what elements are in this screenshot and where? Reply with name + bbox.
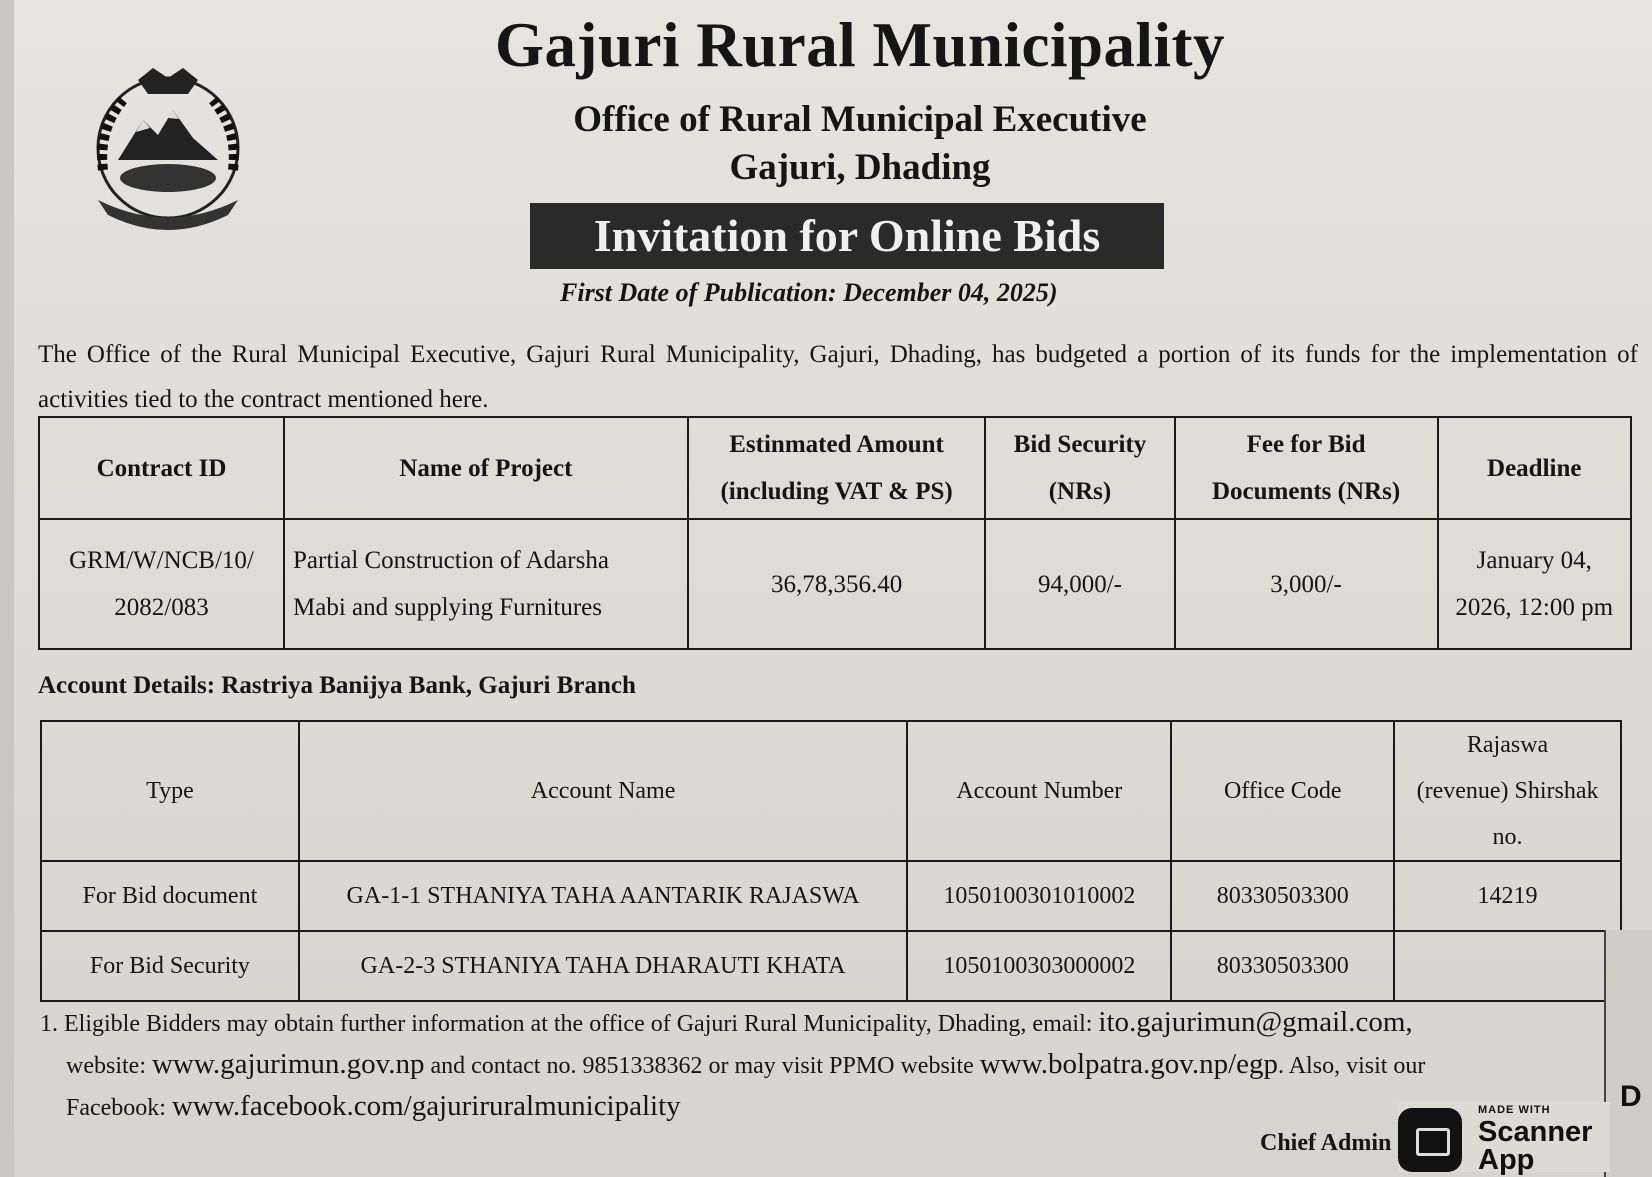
- cell-type: For Bid document: [41, 861, 299, 931]
- col-office-code: Office Code: [1171, 721, 1394, 861]
- cell-account-number: 1050100303000002: [907, 931, 1171, 1001]
- location-subtitle: Gajuri, Dhading: [729, 147, 991, 188]
- cell-office-code: 80330503300: [1171, 861, 1394, 931]
- notice-banner: Invitation for Online Bids: [530, 203, 1164, 269]
- note-line-3: Facebook: www.facebook.com/gajuriruralmunicipality: [66, 1090, 681, 1122]
- nepal-emblem-icon: [78, 60, 258, 232]
- table-row: [41, 861, 1621, 931]
- cell-project-name: Partial Construction of Adarsha Mabi and supplying Furnitures: [284, 519, 688, 649]
- table-row: [39, 519, 1631, 649]
- cell-fee: 3,000/-: [1175, 519, 1438, 649]
- cell-revenue-no: 14219: [1394, 861, 1621, 931]
- contract-table-header: [39, 417, 1631, 519]
- col-bid-security: Bid Security (NRs): [985, 417, 1174, 519]
- scanner-watermark: [1398, 1102, 1610, 1176]
- cell-amount: 36,78,356.40: [688, 519, 986, 649]
- made-with-label: MADE WITH: [1478, 1104, 1551, 1116]
- adjacent-page-strip: [1604, 930, 1652, 1177]
- note-line-2: website: www.gajurimun.gov.np and contact no. 9851338362 or may visit PPMO website www.bolpatra.gov.np/egp. Also, visit our: [66, 1048, 1426, 1080]
- publication-date: First Date of Publication: December 04, 2025): [560, 278, 1058, 307]
- cell-account-name: GA-1-1 STHANIYA TAHA AANTARIK RAJASWA: [299, 861, 907, 931]
- col-revenue-no: Rajaswa (revenue) Shirshak no.: [1394, 721, 1621, 861]
- col-estimated-amount: Estinmated Amount (including VAT & PS): [688, 417, 986, 519]
- strip-letter: D: [1620, 1080, 1642, 1113]
- account-details-title: Account Details: Rastriya Banijya Bank, Gajuri Branch: [38, 672, 636, 699]
- note-line-1: 1. Eligible Bidders may obtain further information at the office of Gajuri Rural Municipality, Dhading, email: ito.gajurimun@gmail.com,: [40, 1006, 1413, 1038]
- col-account-name: Account Name: [299, 721, 907, 861]
- facebook-link[interactable]: www.facebook.com/gajuriruralmunicipality: [171, 1090, 681, 1122]
- table-row: [41, 931, 1621, 1001]
- account-table: [40, 720, 1622, 1002]
- municipality-title: Gajuri Rural Municipality: [494, 10, 1226, 80]
- notes: [40, 1002, 1600, 1128]
- website-link[interactable]: www.gajurimun.gov.np: [151, 1048, 425, 1080]
- email-link[interactable]: ito.gajurimun@gmail.com,: [1098, 1006, 1413, 1038]
- masthead: [420, 8, 1300, 192]
- col-project-name: Name of Project: [284, 417, 688, 519]
- col-bid-fee: Fee for Bid Documents (NRs): [1175, 417, 1438, 519]
- cell-revenue-no: [1394, 931, 1621, 1001]
- cell-deadline: January 04, 2026, 12:00 pm: [1438, 519, 1632, 649]
- scanner-app-name: Scanner App: [1478, 1116, 1593, 1176]
- cell-office-code: 80330503300: [1171, 931, 1394, 1001]
- col-account-number: Account Number: [907, 721, 1171, 861]
- intro-paragraph: The Office of the Rural Municipal Executive, Gajuri Rural Municipality, Gajuri, Dhading, has budgeted a portion of its funds for the implementation of activities tied to the contract mentioned here.: [38, 341, 1638, 413]
- col-type: Type: [41, 721, 299, 861]
- col-deadline: Deadline: [1438, 417, 1632, 519]
- signoff: Chief Admin: [1260, 1130, 1392, 1156]
- cell-security: 94,000/-: [985, 519, 1174, 649]
- contract-table: [38, 416, 1632, 650]
- col-contract-id: Contract ID: [39, 417, 284, 519]
- cell-type: For Bid Security: [41, 931, 299, 1001]
- cell-account-name: GA-2-3 STHANIYA TAHA DHARAUTI KHATA: [299, 931, 907, 1001]
- scanner-app-icon: [1398, 1108, 1462, 1172]
- account-table-header: [41, 721, 1621, 861]
- office-subtitle: Office of Rural Municipal Executive: [573, 99, 1147, 140]
- cell-contract-id: GRM/W/NCB/10/ 2082/083: [39, 519, 284, 649]
- cell-account-number: 1050100301010002: [907, 861, 1171, 931]
- ppmo-link[interactable]: www.bolpatra.gov.np/egp: [979, 1048, 1279, 1080]
